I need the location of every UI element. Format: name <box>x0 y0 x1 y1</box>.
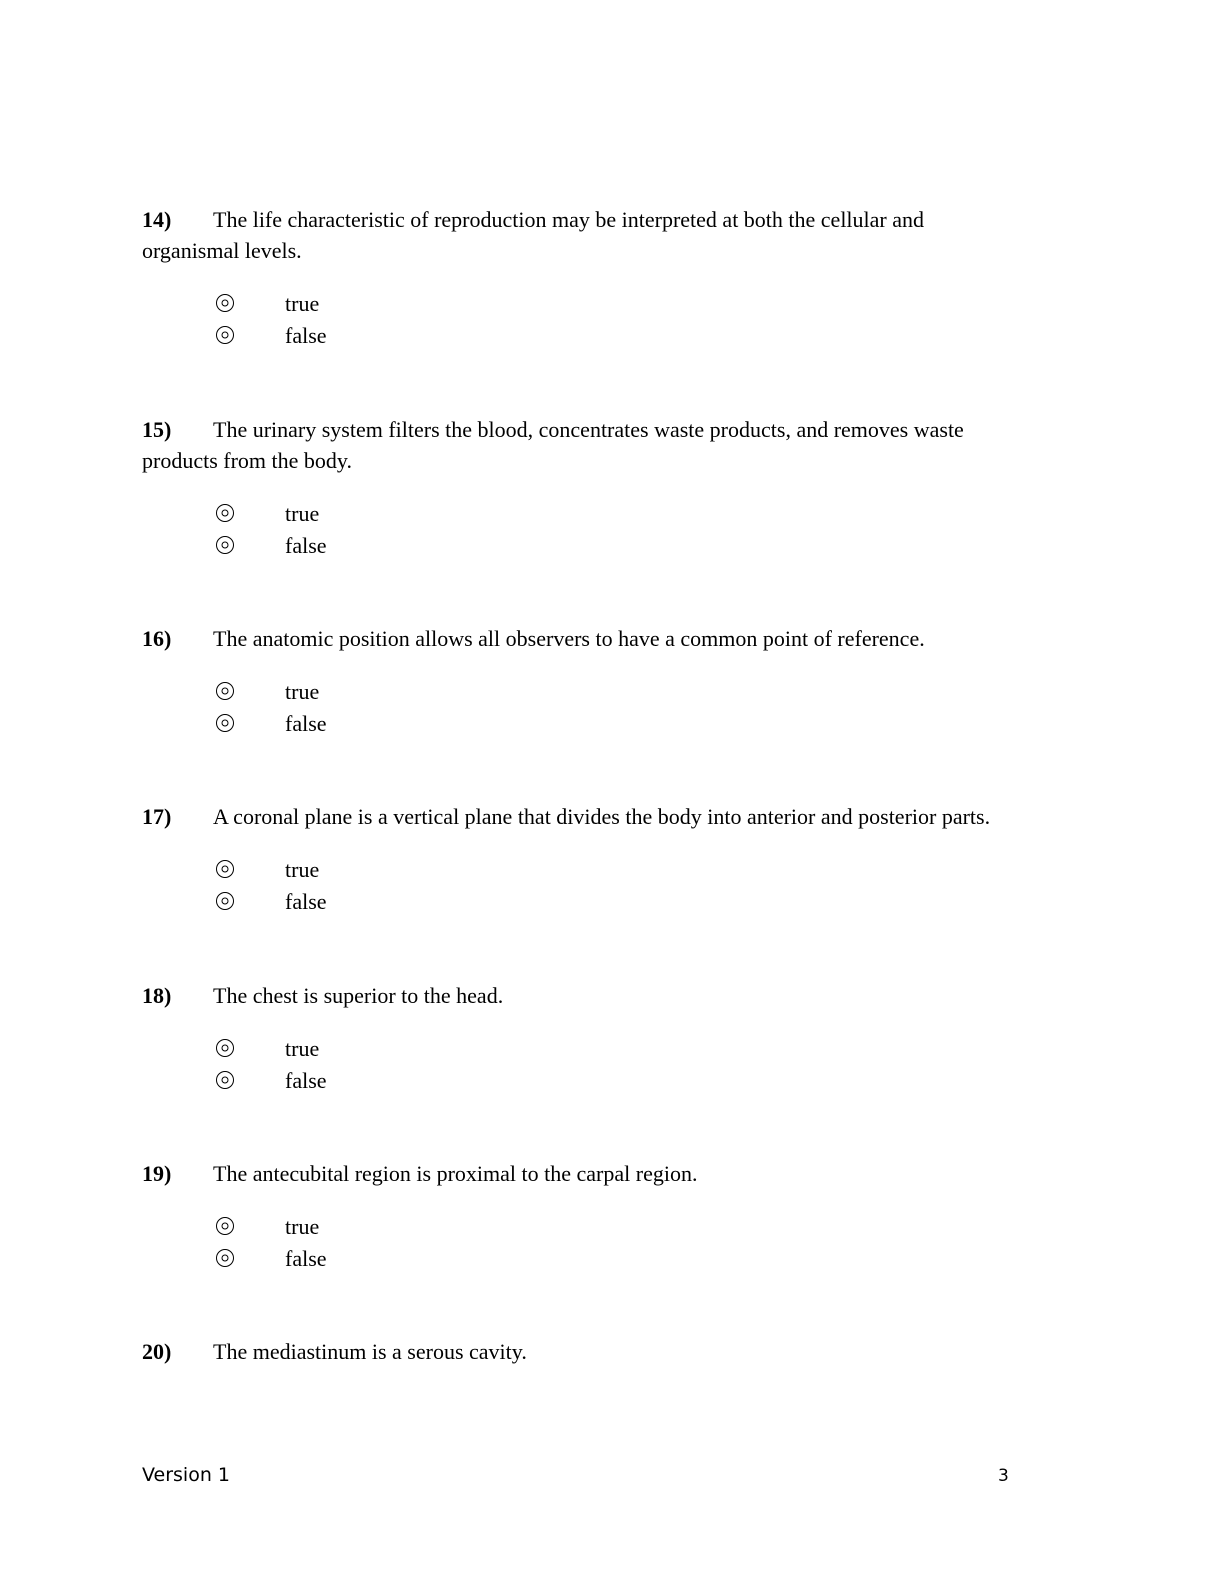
question-number: 20) <box>142 1339 172 1364</box>
option-true[interactable] <box>216 853 1072 885</box>
question-text-continued: products from the body. <box>142 448 352 473</box>
option-false[interactable] <box>216 1242 1072 1274</box>
option-label: false <box>285 888 327 914</box>
option-label: true <box>285 678 320 704</box>
radio-button-icon[interactable] <box>216 504 234 522</box>
option-label: true <box>285 1035 320 1061</box>
question-text: The life characteristic of reproduction may be interpreted at both the cellular and <box>213 207 925 232</box>
radio-button-icon[interactable] <box>216 714 234 732</box>
answer-options <box>216 1210 1072 1274</box>
question-number: 18) <box>142 983 172 1008</box>
question-number: 17) <box>142 804 172 829</box>
question-number: 14) <box>142 207 172 232</box>
option-label: false <box>285 1067 327 1093</box>
question-20 <box>142 1336 1072 1367</box>
answer-options <box>216 1032 1072 1096</box>
question-15 <box>142 414 1072 561</box>
option-false[interactable] <box>216 1064 1072 1096</box>
question-text: The urinary system filters the blood, concentrates waste products, and removes waste <box>213 417 964 442</box>
radio-button-icon[interactable] <box>216 892 234 910</box>
option-false[interactable] <box>216 529 1072 561</box>
question-18 <box>142 980 1072 1096</box>
option-label: true <box>285 290 320 316</box>
question-14 <box>142 204 1072 351</box>
radio-button-icon[interactable] <box>216 1217 234 1235</box>
option-label: true <box>285 1213 320 1239</box>
question-text: A coronal plane is a vertical plane that divides the body into anterior and posterior parts. <box>213 804 991 829</box>
option-label: false <box>285 532 327 558</box>
answer-options <box>216 287 1072 351</box>
option-true[interactable] <box>216 1032 1072 1064</box>
option-true[interactable] <box>216 1210 1072 1242</box>
radio-button-icon[interactable] <box>216 326 234 344</box>
question-17 <box>142 801 1072 917</box>
option-label: false <box>285 710 327 736</box>
question-number: 16) <box>142 626 172 651</box>
question-text: The anatomic position allows all observers to have a common point of reference. <box>213 626 925 651</box>
radio-button-icon[interactable] <box>216 682 234 700</box>
option-label: true <box>285 500 320 526</box>
question-text: The chest is superior to the head. <box>213 983 504 1008</box>
radio-button-icon[interactable] <box>216 860 234 878</box>
option-false[interactable] <box>216 885 1072 917</box>
question-16 <box>142 623 1072 739</box>
option-true[interactable] <box>216 675 1072 707</box>
radio-button-icon[interactable] <box>216 294 234 312</box>
radio-button-icon[interactable] <box>216 1071 234 1089</box>
radio-button-icon[interactable] <box>216 1039 234 1057</box>
answer-options <box>216 675 1072 739</box>
answer-options <box>216 853 1072 917</box>
question-19 <box>142 1158 1072 1274</box>
option-false[interactable] <box>216 319 1072 351</box>
question-number: 15) <box>142 417 172 442</box>
footer-version: Version 1 <box>142 1464 230 1486</box>
radio-button-icon[interactable] <box>216 1249 234 1267</box>
radio-button-icon[interactable] <box>216 536 234 554</box>
question-text: The antecubital region is proximal to the carpal region. <box>213 1161 698 1186</box>
option-true[interactable] <box>216 497 1072 529</box>
option-label: true <box>285 856 320 882</box>
answer-options <box>216 497 1072 561</box>
option-true[interactable] <box>216 287 1072 319</box>
question-text: The mediastinum is a serous cavity. <box>213 1339 527 1364</box>
question-text-continued: organismal levels. <box>142 238 302 263</box>
option-label: false <box>285 322 327 348</box>
option-label: false <box>285 1245 327 1271</box>
option-false[interactable] <box>216 707 1072 739</box>
question-number: 19) <box>142 1161 172 1186</box>
page-number: 3 <box>998 1466 1009 1486</box>
